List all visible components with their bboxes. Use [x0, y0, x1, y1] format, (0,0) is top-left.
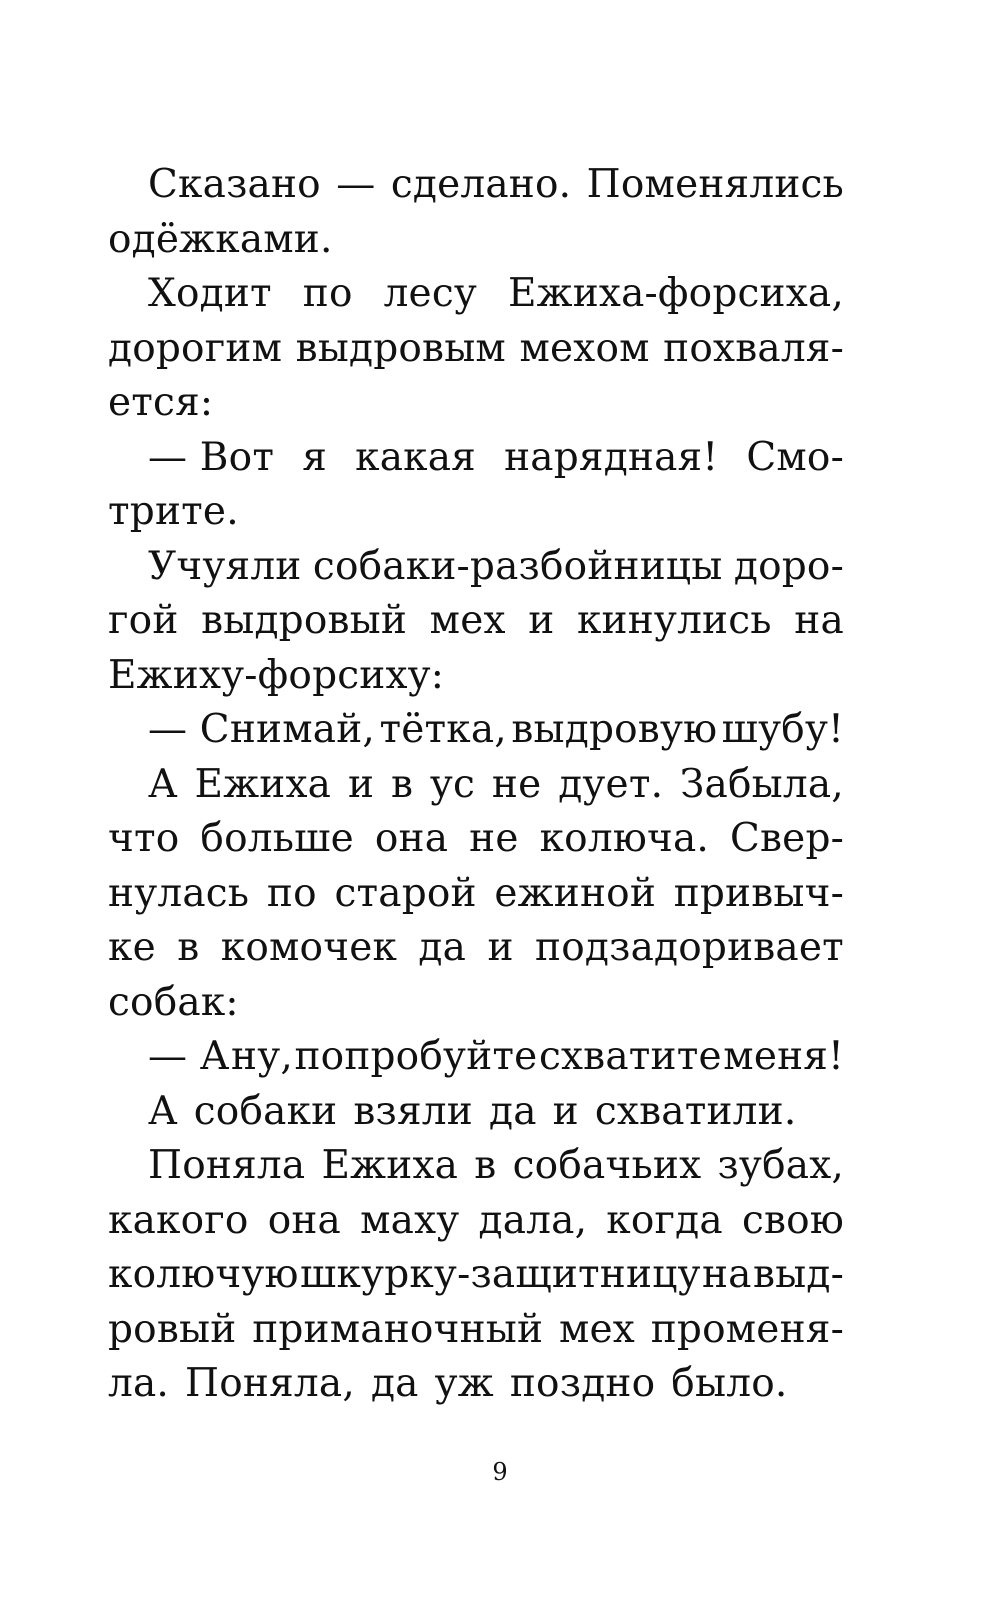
word: ется:	[108, 380, 214, 425]
word: уж	[434, 1361, 494, 1406]
word: Смо-	[746, 434, 844, 480]
word: и	[347, 761, 375, 807]
word: А	[148, 1088, 178, 1134]
word: не	[491, 761, 542, 807]
text-line	[108, 649, 844, 704]
word: Забыла,	[680, 761, 844, 807]
text-line	[108, 1194, 844, 1249]
word: мехом	[519, 325, 650, 371]
word: собаки-разбойницы	[312, 543, 723, 589]
page-text-block	[108, 158, 844, 1412]
word: выд-	[752, 1252, 844, 1297]
text-line	[108, 158, 844, 213]
word: по	[266, 870, 317, 916]
word: — Вот	[148, 434, 275, 480]
word: Ежиху-форсиху:	[108, 652, 445, 698]
word: на	[701, 1252, 752, 1297]
text-line	[108, 921, 844, 976]
word: привыч-	[673, 870, 844, 916]
word: нарядная!	[504, 434, 719, 480]
text-line	[108, 812, 844, 867]
word: — А	[148, 1034, 230, 1079]
text-line	[108, 1085, 844, 1140]
word: выдровый	[201, 598, 408, 643]
word: свою	[741, 1197, 844, 1243]
word: зубах,	[717, 1143, 844, 1188]
word: мех	[558, 1306, 635, 1352]
word: да	[418, 925, 467, 970]
text-line	[108, 485, 844, 540]
word: А	[148, 761, 178, 807]
word: нулась	[108, 870, 250, 916]
word: Ежиха-форсиха,	[507, 271, 844, 316]
text-line	[108, 594, 844, 649]
word: когда	[606, 1197, 723, 1243]
word: Учуяли	[148, 543, 302, 589]
word: сделано.	[390, 162, 572, 207]
word: мех	[429, 598, 506, 643]
word: колюча.	[539, 816, 710, 861]
word: шубу!	[721, 707, 844, 752]
word: я	[302, 434, 328, 480]
word: гой	[108, 598, 179, 643]
word: было.	[671, 1361, 788, 1406]
word: собачьих	[512, 1143, 702, 1188]
word: —	[336, 162, 376, 207]
word: она	[374, 816, 449, 861]
text-line	[108, 431, 844, 486]
word: старой	[334, 870, 477, 916]
word: дала,	[478, 1197, 588, 1243]
word: и	[487, 925, 514, 970]
word: взяли	[353, 1088, 473, 1134]
word: схватите	[538, 1034, 722, 1079]
text-line	[108, 376, 844, 431]
text-line	[108, 540, 844, 595]
word: маху	[360, 1197, 460, 1243]
word: Поменялись	[586, 162, 844, 207]
word: променя-	[650, 1306, 844, 1352]
word: Ходит	[148, 271, 272, 316]
text-line	[108, 1357, 844, 1412]
text-line	[108, 1030, 844, 1085]
word: и	[528, 598, 555, 643]
word: в	[474, 1143, 497, 1188]
word: выдровую	[511, 707, 718, 752]
word: меня!	[723, 1034, 844, 1079]
word: ке	[108, 925, 156, 970]
word: Ежиха	[194, 761, 332, 807]
text-line	[108, 703, 844, 758]
word: собаки	[193, 1088, 338, 1134]
word: схватили.	[594, 1088, 797, 1134]
word: подзадоривает	[535, 925, 844, 970]
word: — Снимай,	[148, 707, 376, 752]
word: ус	[429, 761, 476, 807]
text-line	[108, 322, 844, 377]
word: попробуйте	[294, 1034, 538, 1079]
word: похваля-	[663, 325, 844, 371]
word: собак:	[108, 979, 239, 1025]
text-line	[108, 1248, 844, 1303]
word: кинулись	[576, 598, 772, 643]
word: приманочный	[252, 1306, 544, 1352]
word: больше	[200, 816, 354, 861]
word: какая	[355, 434, 476, 480]
text-line	[108, 976, 844, 1031]
word: доро-	[733, 543, 844, 589]
text-line	[108, 867, 844, 922]
word: шкурку-защитницу	[300, 1252, 701, 1297]
word: выдровым	[295, 325, 506, 371]
word: трите.	[108, 489, 239, 534]
word: Поняла,	[185, 1361, 355, 1406]
word: лесу	[383, 271, 478, 316]
word: что	[108, 816, 180, 861]
word: одёжками.	[108, 216, 333, 262]
word: комочек	[220, 925, 398, 970]
word: какого	[108, 1197, 249, 1243]
word: в	[390, 761, 414, 807]
word: да	[488, 1088, 537, 1134]
text-line	[108, 1139, 844, 1194]
word: ежиной	[494, 870, 657, 916]
word: ровый	[108, 1306, 237, 1352]
word: да	[370, 1361, 419, 1406]
page-number: 9	[492, 1458, 508, 1486]
word: Ежиха	[321, 1143, 459, 1188]
word: ну,	[231, 1034, 293, 1079]
word: поздно	[509, 1361, 656, 1406]
word: дует.	[558, 761, 664, 807]
word: Поняла	[148, 1143, 306, 1188]
word: ла.	[108, 1361, 170, 1406]
word: тётка,	[379, 707, 507, 752]
word: дорогим	[108, 325, 283, 371]
word: по	[302, 271, 353, 316]
text-line	[108, 1303, 844, 1358]
word: она	[267, 1197, 342, 1243]
word: не	[469, 816, 519, 861]
word: в	[177, 925, 200, 970]
word: Сказано	[148, 162, 321, 207]
word: Свер-	[729, 816, 844, 861]
text-line	[108, 758, 844, 813]
text-line	[108, 213, 844, 268]
text-line	[108, 267, 844, 322]
word: и	[552, 1088, 579, 1134]
word: колючую	[108, 1252, 299, 1297]
word: на	[794, 598, 844, 643]
